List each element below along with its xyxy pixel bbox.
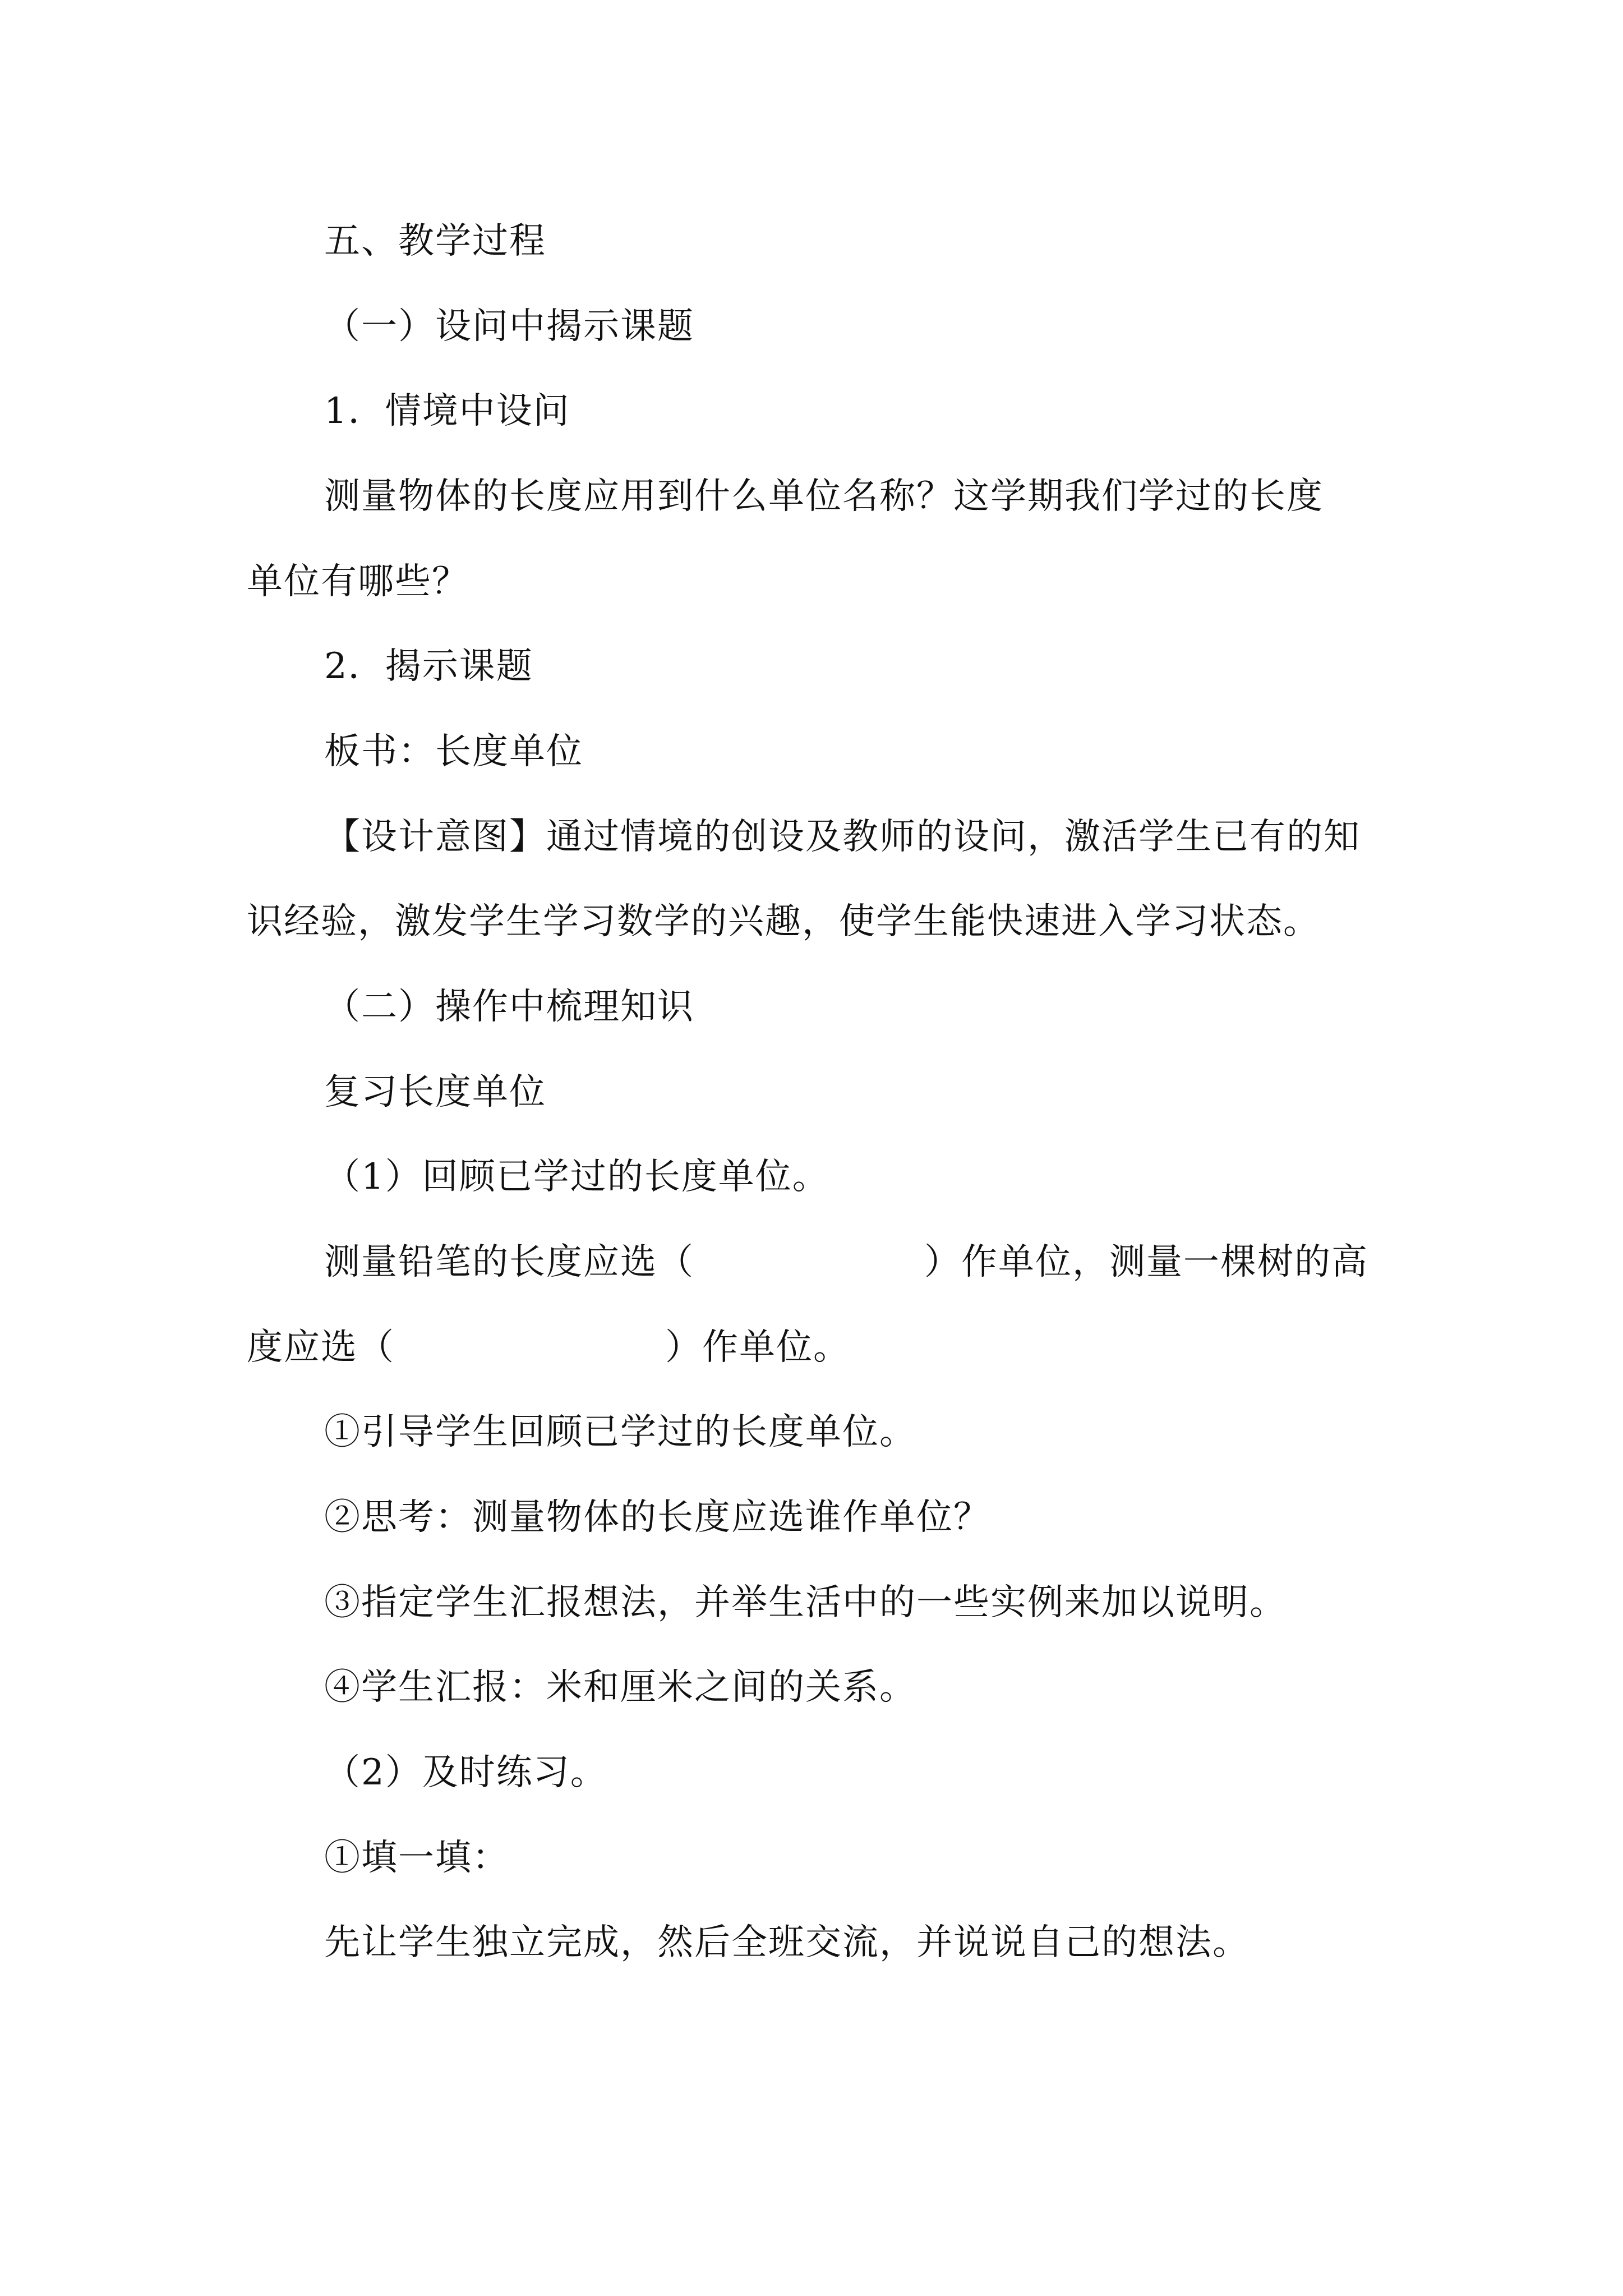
paragraph-line: 复习长度单位 <box>324 1071 546 1113</box>
paragraph-line: 单位有哪些？ <box>247 561 469 602</box>
subsection-heading-2: （二）操作中梳理知识 <box>324 986 694 1028</box>
paragraph-line: ①填一填： <box>324 1837 509 1879</box>
paragraph-line: 先让学生独立完成，然后全班交流，并说说自己的想法。 <box>324 1922 1249 1963</box>
design-intent-line: 【设计意图】通过情境的创设及教师的设问，激活学生已有的知 <box>324 816 1361 858</box>
paragraph-line: （2）及时练习。 <box>324 1752 607 1793</box>
fill-blank-text: 测量铅笔的长度应选（ <box>324 1241 694 1283</box>
paragraph-line: 测量物体的长度应用到什么单位名称？这学期我们学过的长度 <box>324 476 1324 517</box>
fill-blank-text: ）作单位。 <box>665 1327 850 1368</box>
paragraph-line: （1）回顾已学过的长度单位。 <box>324 1156 829 1198</box>
item-heading-1: 1．情境中设问 <box>324 390 570 432</box>
paragraph-line: ③指定学生汇报想法，并举生活中的一些实例来加以说明。 <box>324 1582 1287 1623</box>
fill-blank-text: ）作单位，测量一棵树的高 <box>924 1241 1368 1283</box>
section-heading-teaching-process: 五、教学过程 <box>324 220 546 262</box>
paragraph-line: ②思考：测量物体的长度应选谁作单位？ <box>324 1497 990 1538</box>
fill-blank-text: 度应选（ <box>247 1327 395 1368</box>
paragraph-line: ①引导学生回顾已学过的长度单位。 <box>324 1411 916 1453</box>
fill-blank-line <box>247 1325 850 1370</box>
paragraph-line: 板书：长度单位 <box>324 731 583 772</box>
design-intent-line: 识经验，激发学生学习数学的兴趣，使学生能快速进入学习状态。 <box>247 901 1320 942</box>
fill-blank-line <box>324 1240 1368 1285</box>
item-heading-2: 2．揭示课题 <box>324 646 533 687</box>
paragraph-line: ④学生汇报：米和厘米之间的关系。 <box>324 1667 916 1708</box>
subsection-heading-1: （一）设问中揭示课题 <box>324 306 694 347</box>
